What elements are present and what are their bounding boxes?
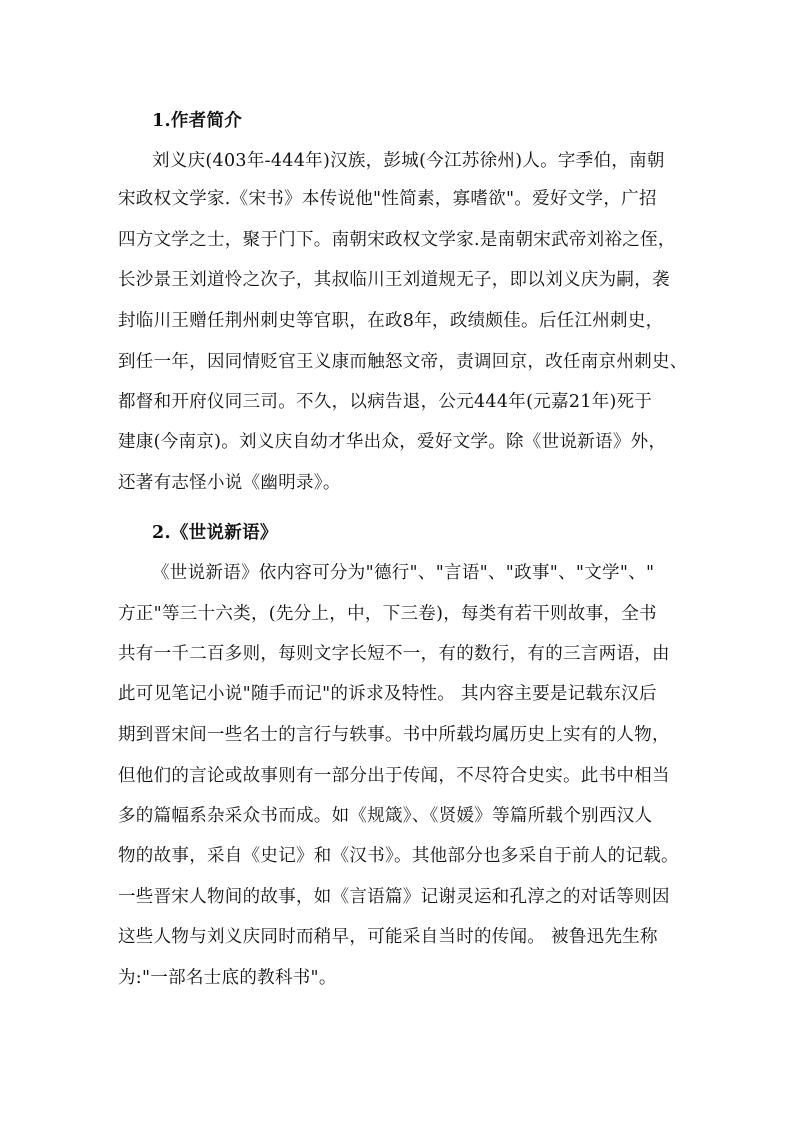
paragraph-line: 四方文学之士，聚于门下。南朝宋政权文学家.是南朝宋武帝刘裕之侄， (118, 230, 676, 250)
paragraph-line: 到任一年，因同情贬官王义康而触怒文帝，责调回京，改任南京州刺史、 (118, 352, 688, 372)
paragraph-line: 宋政权文学家.《宋书》本传说他"性简素，寡嗜欲"。爱好文学，广招 (118, 189, 657, 209)
paragraph-line: 长沙景王刘道怜之次子，其叔临川王刘道规无子，即以刘义庆为嗣，袭 (118, 270, 670, 290)
paragraph-line: 《世说新语》依内容可分为"德行"、"言语"、"政事"、"文学"、" (152, 563, 655, 583)
section-heading-author: 1.作者简介 (152, 111, 243, 131)
paragraph-line: 此可见笔记小说"随手而记"的诉求及特性。 其内容主要是记载东汉后 (118, 684, 657, 704)
paragraph-line: 这些人物与刘义庆同时而稍早，可能采自当时的传闻。 被鲁迅先生称 (118, 927, 658, 947)
paragraph-line: 多的篇幅系杂采众书而成。如《规箴》、《贤媛》等篇所载个别西汉人 (118, 806, 653, 826)
paragraph-line: 但他们的言论或故事则有一部分出于传闻，不尽符合史实。此书中相当 (118, 766, 670, 786)
paragraph-line: 都督和开府仪同三司。不久，以病告退，公元444年(元嘉21年)死于 (118, 392, 653, 412)
paragraph-line: 还著有志怪小说《幽明录》。 (118, 473, 341, 493)
paragraph-line: 共有一千二百多则，每则文字长短不一，有的数行，有的三言两语，由 (118, 644, 670, 664)
paragraph-line: 一些晋宋人物间的故事，如《言语篇》记谢灵运和孔淳之的对话等则因 (118, 887, 670, 907)
paragraph-line: 物的故事，采自《史记》和《汉书》。其他部分也多采自于前人的记载。 (118, 846, 679, 866)
paragraph-line: 为:"一部名士底的教科书"。 (118, 968, 337, 988)
paragraph-line: 刘义庆(403年-444年)汉族，彭城(今江苏徐州)人。字季伯，南朝 (152, 151, 665, 171)
paragraph-line: 方正"等三十六类，(先分上，中，下三卷)，每类有若干则故事，全书 (118, 604, 657, 624)
paragraph-line: 期到晋宋间一些名士的言行与轶事。书中所载均属历史上实有的人物， (118, 725, 670, 745)
paragraph-line: 建康(今南京)。刘义庆自幼才华出众，爱好文学。除《世说新语》外， (118, 432, 667, 452)
paragraph-line: 封临川王赠任荆州刺史等官职，在政8年，政绩颇佳。后任江州刺史， (118, 311, 664, 331)
section-heading-shishuo: 2.《世说新语》 (152, 523, 278, 543)
